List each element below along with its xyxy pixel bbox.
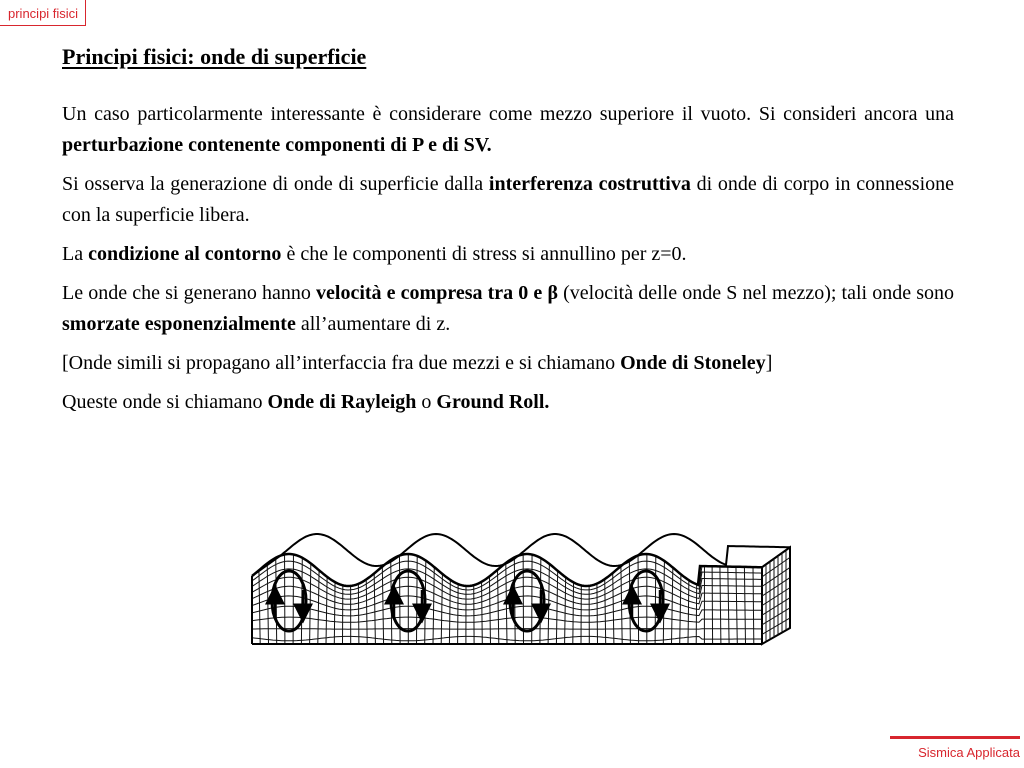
course-footer: Sismica Applicata (890, 736, 1020, 760)
grid-line (252, 596, 762, 610)
grid-line (433, 518, 435, 644)
paragraph-text: Si osserva la generazione di onde di superficie dalla (62, 173, 489, 195)
paragraph-text: è che le componenti di stress si annullino per z=0. (281, 243, 687, 265)
grid-line (672, 518, 674, 644)
slide-body (62, 99, 954, 426)
grid-line (638, 518, 639, 644)
grid-line (620, 518, 622, 644)
grid-line (596, 518, 597, 644)
paragraph (62, 239, 954, 270)
grid-line (523, 518, 524, 644)
grid-line (343, 518, 344, 644)
grid-line (719, 518, 721, 644)
grid-line (252, 554, 762, 586)
paragraph-text: o (416, 391, 437, 413)
grid-line (744, 518, 746, 644)
particle-orbit (272, 571, 306, 631)
grid-line (267, 518, 269, 644)
grid-line (753, 518, 754, 644)
paragraph-text: Le onde che si generano hanno (62, 282, 317, 304)
grid-line (581, 518, 582, 644)
paragraph (62, 387, 954, 418)
grid-line (612, 518, 614, 644)
paragraph-text: all’aumentare di z. (295, 313, 451, 335)
paragraph-emphasis: Onde di Rayleigh (267, 391, 417, 413)
grid-line (712, 518, 713, 644)
grid-line (382, 518, 384, 644)
paragraph-text: ] (765, 352, 773, 374)
grid-line (252, 586, 762, 604)
paragraph-emphasis: condizione al contorno (88, 243, 282, 265)
paragraph-emphasis: smorzate esponenzialmente (62, 313, 296, 335)
grid-line (252, 629, 762, 630)
paragraph-text: Un caso particolarmente interessante è considerare come mezzo superiore il vuoto. Si consideri ancora una (62, 103, 954, 125)
grid-line (505, 518, 507, 644)
paragraph-text: La (62, 243, 89, 265)
paragraph (62, 99, 954, 161)
grid-line (310, 518, 312, 644)
wave-back-edge (280, 534, 790, 566)
paragraph (62, 169, 954, 231)
grid-line (373, 518, 375, 644)
grid-line (548, 518, 550, 644)
paragraph-text: (velocità delle onde S nel mezzo); tali onde sono (557, 282, 955, 304)
grid-line (293, 518, 294, 644)
slide-title: Principi fisici: onde di superficie (62, 44, 367, 69)
wave-front-surface (252, 554, 762, 586)
grid-line (556, 518, 558, 644)
paragraph (62, 348, 954, 379)
paragraph-text: [Onde simili si propagano all’interfaccia fra due mezzi e si chiamano (62, 352, 621, 374)
grid-line (532, 518, 533, 644)
rayleigh-wave-figure (247, 518, 791, 648)
particle-orbit (629, 571, 663, 631)
grid-line (727, 518, 729, 644)
grid-line (358, 518, 359, 644)
grid-line (680, 518, 682, 644)
paragraph-text: Queste onde si chiamano (62, 391, 268, 413)
grid-line (735, 518, 737, 644)
paragraph-emphasis: Ground Roll. (436, 391, 550, 413)
paragraph-emphasis: interferenza costruttiva (488, 173, 691, 195)
rayleigh-wave-illustration (247, 518, 791, 648)
grid-line (696, 518, 697, 644)
paragraph-emphasis: velocità e compresa tra 0 e β (316, 282, 558, 304)
paragraph-emphasis: Onde di Stoneley (620, 352, 766, 374)
grid-line (473, 518, 474, 644)
paragraph-text: di onde di corpo in connessione con la superficie libera. (62, 173, 954, 226)
grid-line (441, 518, 443, 644)
section-tag: principi fisici (0, 0, 86, 26)
paragraph (62, 278, 954, 340)
grid-line (284, 518, 285, 644)
paragraph-emphasis: perturbazione contenente componenti di P e di SV. (62, 134, 492, 156)
grid-line (458, 518, 459, 644)
